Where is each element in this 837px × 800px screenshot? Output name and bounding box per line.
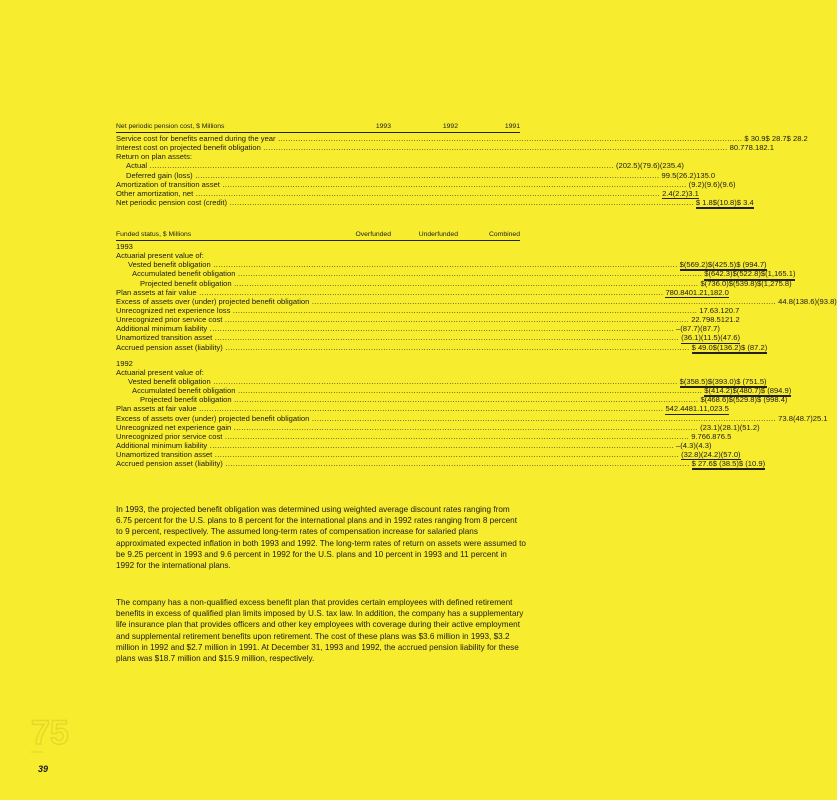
cell-value <box>793 414 813 423</box>
cell-value <box>720 333 740 342</box>
cell-value <box>704 180 720 189</box>
cell-value <box>700 395 728 404</box>
table-row <box>116 197 754 207</box>
cell-value <box>720 180 736 189</box>
row-label: Vested benefit obligation ..... <box>116 260 680 269</box>
cell-text: 20.7 <box>724 305 740 315</box>
cell-text: $ (998.4) <box>757 395 788 405</box>
table-row <box>116 287 729 297</box>
cell-text: $(539.8) <box>728 278 758 288</box>
cell-text: $(1,275.8) <box>757 278 792 288</box>
cell-text: (93.8) <box>817 296 837 306</box>
cell-value <box>700 423 720 432</box>
cell-value <box>680 260 708 269</box>
cell-text: (51.2) <box>739 422 760 432</box>
cell-value <box>708 377 736 386</box>
row-label: Other amortization, net ..... <box>116 189 662 198</box>
table-row <box>116 269 796 279</box>
cell-value <box>701 450 721 459</box>
table-header <box>116 231 520 241</box>
cell-value <box>813 414 828 423</box>
cell-text: – <box>676 324 681 334</box>
cell-value <box>721 450 741 459</box>
cell-value <box>692 343 713 352</box>
cell-value <box>736 260 766 269</box>
row-label: Projected benefit obligation ..... <box>116 279 700 288</box>
cell-text: (57.0) <box>720 450 741 460</box>
cell-value <box>701 333 720 342</box>
cell-value <box>341 152 391 161</box>
cell-value <box>680 324 700 333</box>
table-row <box>116 333 741 343</box>
cell-value <box>696 198 713 207</box>
table-title: Funded status, $ Millions <box>116 231 192 238</box>
table-header <box>116 123 520 133</box>
cell-value <box>458 251 520 260</box>
row-label: Return on plan assets: <box>116 152 192 162</box>
cell-value <box>713 343 741 352</box>
table-row <box>116 440 712 450</box>
cell-value <box>720 423 740 432</box>
cell-value <box>662 171 677 180</box>
cell-text: (9.6) <box>719 179 736 189</box>
cell-value <box>778 297 793 306</box>
svg-text:75: 75 <box>31 714 69 752</box>
column-header: Combined <box>489 231 520 238</box>
cell-text: $(1,165.1) <box>761 270 796 280</box>
cell-value <box>736 377 766 386</box>
cell-text: (87.7) <box>680 324 701 334</box>
row-label: Deferred gain (loss) ..... <box>116 171 662 180</box>
cell-text: 121.2 <box>720 315 740 325</box>
table-row <box>116 305 740 315</box>
row-label: Projected benefit obligation ..... <box>116 395 700 404</box>
cell-value <box>665 404 684 413</box>
cell-value <box>391 152 458 161</box>
cell-value <box>700 324 720 333</box>
cell-text: $(529.8) <box>728 395 758 405</box>
cell-text: (32.8) <box>681 450 701 460</box>
cell-text: 25.1 <box>812 413 828 423</box>
row-label: Additional minimum liability ..... <box>116 441 676 450</box>
table-row <box>116 170 716 180</box>
funded-status-table <box>116 231 837 469</box>
row-label: Unrecognized net experience loss ..... <box>116 306 699 315</box>
cell-text: $ (894.9) <box>761 387 791 397</box>
column-header: Underfunded <box>418 231 458 238</box>
cell-text: 9.7 <box>691 431 702 441</box>
cell-text: $ (87.2) <box>741 344 767 354</box>
cell-text: 82.1 <box>759 143 774 153</box>
cell-text: 99.5 <box>661 170 677 180</box>
cell-value <box>739 459 765 468</box>
cell-text: 66.8 <box>701 431 717 441</box>
cell-value <box>704 269 732 278</box>
cell-text: $(136.2) <box>713 344 741 354</box>
cell-value <box>665 288 684 297</box>
row-label: Excess of assets over (under) projected benefit obligation ..... <box>116 414 778 423</box>
row-label: Excess of assets over (under) projected benefit obligation ..... <box>116 297 778 306</box>
cell-text: (138.6) <box>792 296 817 306</box>
cell-text: $ 27.6 <box>692 460 713 470</box>
cell-text: (11.5) <box>700 333 721 343</box>
row-label: Vested benefit obligation ..... <box>116 377 680 386</box>
cell-text: $(468.6) <box>700 395 729 405</box>
cell-value <box>744 143 759 152</box>
cell-text: $ (994.7) <box>736 261 766 271</box>
section-year-label: 1992 <box>116 358 133 368</box>
section-year <box>116 242 520 251</box>
cell-value <box>341 251 391 260</box>
cell-value <box>744 134 765 143</box>
cell-text: $ (38.5) <box>713 460 739 470</box>
cell-text: 22.7 <box>691 315 706 325</box>
cell-text: (23.1) <box>700 422 720 432</box>
cell-text: (28.1) <box>719 422 740 432</box>
cell-value <box>778 414 793 423</box>
cell-text: $(393.0) <box>708 378 736 388</box>
cell-text: 401.2 <box>684 287 704 297</box>
cell-value <box>714 306 725 315</box>
cell-text: 76.5 <box>716 431 732 441</box>
cell-text: 542.4 <box>665 404 685 414</box>
anniversary-75-icon <box>31 708 69 754</box>
cell-value <box>616 161 640 170</box>
cell-value <box>757 279 792 288</box>
cell-value <box>703 404 728 413</box>
table-row <box>116 143 774 153</box>
cell-value <box>688 189 699 198</box>
section-gap <box>116 352 520 359</box>
cell-text: (47.6) <box>720 333 741 343</box>
table-row <box>116 251 520 260</box>
table-row <box>116 296 837 306</box>
cell-text: 80.7 <box>729 143 745 153</box>
cell-text: 481.1 <box>684 404 704 414</box>
cell-value <box>680 441 696 450</box>
cell-text: $(522.8) <box>733 270 761 280</box>
table-row <box>116 324 720 334</box>
row-label: Accumulated benefit obligation ..... <box>116 386 704 395</box>
cell-value <box>721 315 740 324</box>
cell-value <box>673 189 689 198</box>
cell-value <box>708 260 736 269</box>
cell-value <box>793 297 817 306</box>
cell-value <box>691 432 702 441</box>
cell-text: $(569.2) <box>680 261 708 271</box>
table-row <box>116 395 788 405</box>
row-label: Unrecognized prior service cost ..... <box>116 432 691 441</box>
row-label: Interest cost on projected benefit obligation ..... <box>116 143 730 152</box>
cell-value <box>713 459 739 468</box>
table-row <box>116 413 828 423</box>
cell-value <box>713 198 737 207</box>
column-header: Overfunded <box>355 231 391 238</box>
cell-text: (87.7) <box>700 324 720 334</box>
cell-text: 44.8 <box>778 296 793 306</box>
cell-text: $(736.0) <box>700 278 729 288</box>
table-row <box>116 315 740 325</box>
anniversary-75-logo <box>31 708 69 759</box>
cell-value <box>681 333 701 342</box>
table-row <box>116 376 767 386</box>
cell-text: 2.4 <box>662 188 673 198</box>
cell-value <box>740 423 760 432</box>
cell-text: (9.2) <box>688 179 705 189</box>
table-title: Net periodic pension cost, $ Millions <box>116 123 225 130</box>
cell-value <box>741 343 767 352</box>
cell-text: (26.2) <box>676 170 697 180</box>
column-header: 1991 <box>504 123 520 130</box>
cell-value <box>458 368 520 377</box>
row-label: Unrecognized net experience gain ..... <box>116 423 700 432</box>
cell-value <box>684 404 703 413</box>
cell-value <box>733 386 761 395</box>
cell-value <box>729 395 757 404</box>
table-row <box>116 278 792 288</box>
cell-text: (4.3) <box>695 440 712 450</box>
row-label: Actuarial present value of: <box>116 367 204 377</box>
table-body <box>116 134 808 207</box>
section-year <box>116 359 520 368</box>
cell-value <box>733 269 761 278</box>
cell-value <box>680 377 708 386</box>
row-label: Unamortized transition asset ..... <box>116 333 681 342</box>
cell-value <box>761 386 791 395</box>
table-row <box>116 161 684 171</box>
cell-value <box>696 171 715 180</box>
cell-value <box>689 180 705 189</box>
table-row <box>116 368 520 377</box>
cell-text: 3.1 <box>688 188 699 198</box>
cell-text: (24.2) <box>700 450 721 460</box>
cell-text: $ (10.9) <box>739 460 765 470</box>
cell-value <box>640 161 660 170</box>
table-row <box>116 134 808 143</box>
cell-value <box>699 306 714 315</box>
net-periodic-pension-cost-table <box>116 123 808 207</box>
row-label: Net periodic pension cost (credit) ..... <box>116 198 696 207</box>
cell-value <box>676 171 696 180</box>
table-row <box>116 459 766 469</box>
cell-text: (48.7) <box>792 413 813 423</box>
row-label: Plan assets at fair value ..... <box>116 288 665 297</box>
section-year-label: 1993 <box>116 242 133 251</box>
cell-value <box>725 306 740 315</box>
cell-text: (36.1) <box>681 333 701 343</box>
cell-value <box>691 315 706 324</box>
cell-text: 78.1 <box>744 143 760 153</box>
cell-value <box>730 143 745 152</box>
row-label: Actuarial present value of: <box>116 251 204 261</box>
cell-text: $ 49.0 <box>692 344 713 354</box>
cell-text: 1,023.5 <box>703 404 729 414</box>
table-row <box>116 386 792 396</box>
page-number: 39 <box>38 764 49 774</box>
cell-text: $ 30.9 <box>744 134 766 143</box>
row-label: Unrecognized prior service cost ..... <box>116 315 691 324</box>
cell-text: $ 28.2 <box>786 134 808 143</box>
cell-value <box>702 432 717 441</box>
row-label: Unamortized transition asset ..... <box>116 450 681 459</box>
cell-text: (202.5) <box>615 161 640 171</box>
cell-text: (2.2) <box>672 188 689 198</box>
cell-value <box>696 441 712 450</box>
cell-text: $ 3.4 <box>737 199 754 209</box>
cell-text: $(425.5) <box>708 261 736 271</box>
row-label: Actual ..... <box>116 161 616 170</box>
cell-value <box>759 143 774 152</box>
cell-value <box>757 395 787 404</box>
cell-value <box>766 134 787 143</box>
row-label: Amortization of transition asset ..... <box>116 180 689 189</box>
row-label: Accrued pension asset (liability) ..... <box>116 343 692 352</box>
table-row <box>116 431 732 441</box>
cell-text: 3.1 <box>714 305 725 315</box>
cell-text: (9.6) <box>704 179 720 189</box>
table-row <box>116 260 767 270</box>
cell-text: $(358.5) <box>680 378 708 388</box>
cell-value <box>458 152 520 161</box>
cell-value <box>700 279 728 288</box>
paragraph-discount-rates: In 1993, the projected benefit obligation was determined using weighted average discount rates ranging from 6.75 percent for the U.S. plans to 8 percent for the international plans and in 1992 rates ranging from 8 percent to 9 percent, respectively. The assumed long-term rates of compensation increase for salaried plans approximated expected inflation in both 1993 and 1992. The long-term rates of return on assets were assumed to be 9.25 percent in 1993 and 9.6 percent in 1992 for the U.S. plans and 10 percent in 1993 and 11 percent in 1992 for the international plans. <box>116 505 526 571</box>
table-body <box>116 242 837 469</box>
cell-value <box>662 189 673 198</box>
cell-value <box>692 459 713 468</box>
cell-value <box>391 368 458 377</box>
cell-text: $(414.2) <box>704 387 732 397</box>
cell-text: $(480.7) <box>733 387 761 397</box>
cell-text: (235.4) <box>659 161 684 171</box>
cell-text: (4.3) <box>680 440 696 450</box>
cell-value <box>341 368 391 377</box>
cell-text: 135.0 <box>696 170 716 180</box>
cell-value <box>704 386 732 395</box>
row-label: Service cost for benefits earned during the year ..... <box>116 134 744 143</box>
cell-text: $ 1.8 <box>696 199 713 209</box>
table-row <box>116 422 760 432</box>
cell-text: 1,182.0 <box>703 287 729 297</box>
table-row <box>116 450 741 460</box>
cell-value <box>729 279 757 288</box>
cell-value <box>817 297 837 306</box>
table-row <box>116 342 768 352</box>
cell-value <box>681 450 701 459</box>
cell-value <box>391 251 458 260</box>
row-label: Plan assets at fair value ..... <box>116 404 665 413</box>
cell-text: 73.8 <box>778 413 793 423</box>
cell-value <box>717 432 732 441</box>
cell-value <box>660 161 684 170</box>
table-row <box>116 152 520 161</box>
cell-text: $ 28.7 <box>765 134 787 143</box>
column-header: 1992 <box>442 123 458 130</box>
cell-text: 780.8 <box>665 287 685 297</box>
cell-value <box>684 288 703 297</box>
cell-text: $(10.8) <box>713 199 737 209</box>
table-row <box>116 404 729 414</box>
cell-text: 98.5 <box>705 315 721 325</box>
cell-text: 17.6 <box>699 305 715 315</box>
cell-value <box>787 134 808 143</box>
row-label: Additional minimum liability ..... <box>116 324 676 333</box>
cell-text: $(642.3) <box>704 270 732 280</box>
cell-text: – <box>676 440 681 450</box>
table-row <box>116 179 736 189</box>
cell-text: (79.6) <box>640 161 660 171</box>
cell-value <box>761 269 796 278</box>
row-label: Accrued pension asset (liability) ..... <box>116 459 692 468</box>
column-header: 1993 <box>375 123 391 130</box>
paragraph-excess-benefit-plan: The company has a non-qualified excess benefit plan that provides certain employees with defined retirement benefits in excess of qualified plan limits imposed by U.S. tax law. In addition, the company has a supplementary life insurance plan that provides officers and other key employees with coverage during their active employment and supplemental retirement benefits upon retirement. The cost of these plans was $3.6 million in 1993, $3.2 million in 1992 and $2.7 million in 1991. At December 31, 1993 and 1992, the accrued pension liability for these plans was $18.7 million and $15.9 million, respectively. <box>116 598 524 664</box>
cell-value <box>737 198 754 207</box>
cell-value <box>706 315 721 324</box>
table-row <box>116 188 699 198</box>
cell-value <box>703 288 728 297</box>
row-label: Accumulated benefit obligation ..... <box>116 269 704 278</box>
cell-text: $ (751.5) <box>736 378 766 388</box>
